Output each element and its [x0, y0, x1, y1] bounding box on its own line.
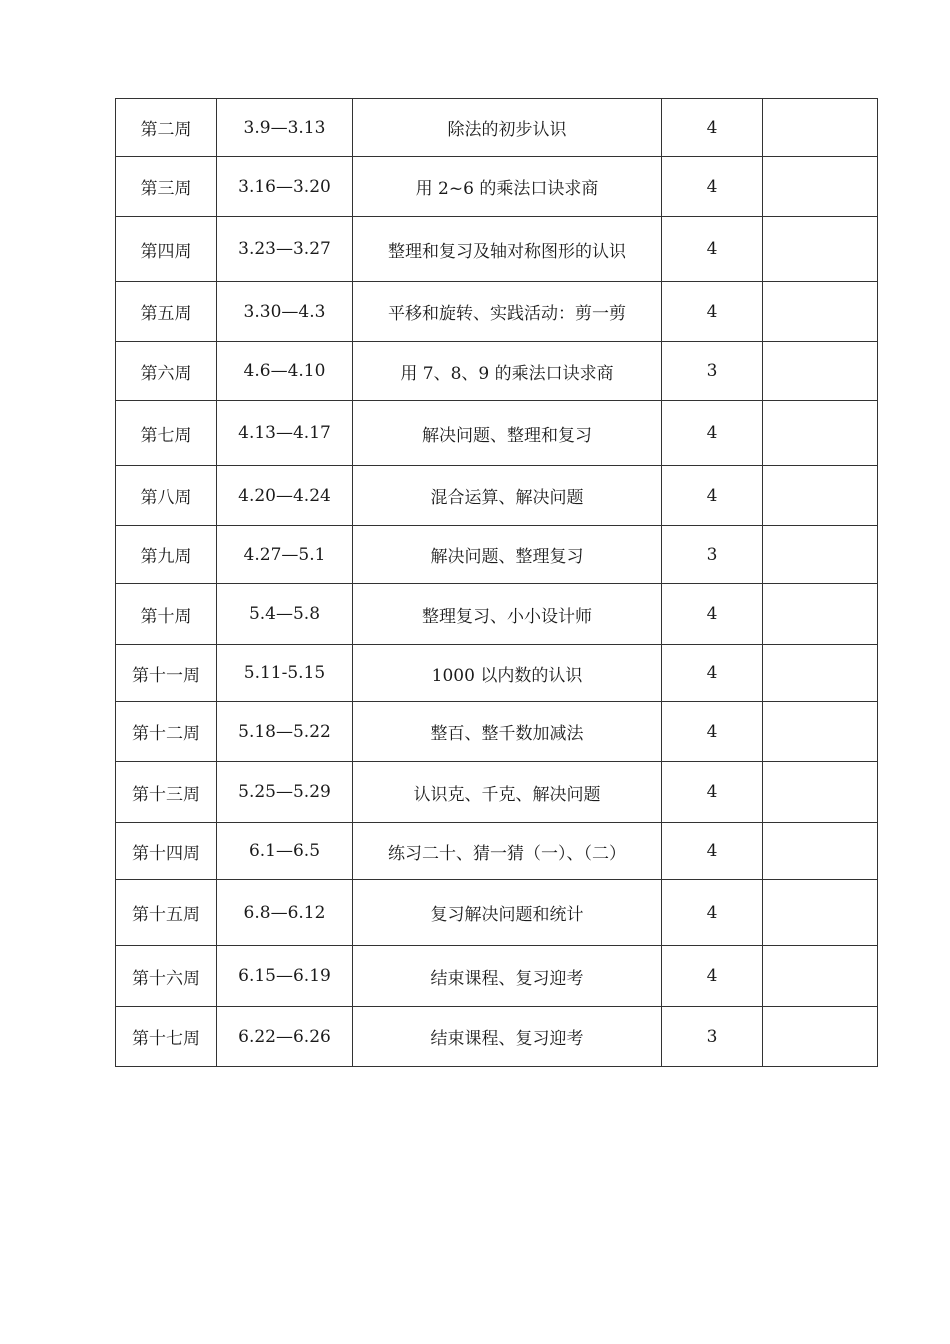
hours-cell: 4 — [662, 217, 763, 282]
topic-cell: 除法的初步认识 — [353, 99, 662, 157]
note-cell — [763, 1007, 878, 1067]
hours-cell: 3 — [662, 342, 763, 401]
hours-cell: 4 — [662, 645, 763, 702]
week-cell: 第五周 — [116, 282, 217, 342]
table-row — [116, 702, 878, 762]
table-row — [116, 99, 878, 157]
note-cell — [763, 99, 878, 157]
hours-cell: 4 — [662, 702, 763, 762]
note-cell — [763, 823, 878, 880]
date-range-cell: 5.25—5.29 — [217, 762, 353, 823]
hours-cell: 4 — [662, 762, 763, 823]
date-range-cell: 3.9—3.13 — [217, 99, 353, 157]
note-cell — [763, 157, 878, 217]
date-range-cell: 5.4—5.8 — [217, 584, 353, 645]
table-row — [116, 526, 878, 584]
topic-cell: 用 2~6 的乘法口诀求商 — [353, 157, 662, 217]
date-range-cell: 6.15—6.19 — [217, 946, 353, 1007]
note-cell — [763, 282, 878, 342]
date-range-cell: 6.8—6.12 — [217, 880, 353, 946]
topic-cell: 1000 以内数的认识 — [353, 645, 662, 702]
teaching-schedule-table — [115, 98, 878, 1067]
table-row — [116, 823, 878, 880]
hours-cell: 4 — [662, 99, 763, 157]
week-cell: 第七周 — [116, 401, 217, 466]
table-row — [116, 401, 878, 466]
note-cell — [763, 401, 878, 466]
week-cell: 第三周 — [116, 157, 217, 217]
date-range-cell: 4.20—4.24 — [217, 466, 353, 526]
week-cell: 第六周 — [116, 342, 217, 401]
date-range-cell: 6.1—6.5 — [217, 823, 353, 880]
note-cell — [763, 762, 878, 823]
topic-cell: 解决问题、整理和复习 — [353, 401, 662, 466]
week-cell: 第十三周 — [116, 762, 217, 823]
note-cell — [763, 584, 878, 645]
note-cell — [763, 645, 878, 702]
date-range-cell: 5.18—5.22 — [217, 702, 353, 762]
date-range-cell: 3.23—3.27 — [217, 217, 353, 282]
table-row — [116, 1007, 878, 1067]
topic-cell: 结束课程、复习迎考 — [353, 946, 662, 1007]
table-row — [116, 645, 878, 702]
note-cell — [763, 880, 878, 946]
hours-cell: 4 — [662, 880, 763, 946]
week-cell: 第十七周 — [116, 1007, 217, 1067]
table-row — [116, 282, 878, 342]
hours-cell: 3 — [662, 526, 763, 584]
topic-cell: 整百、整千数加减法 — [353, 702, 662, 762]
topic-cell: 结束课程、复习迎考 — [353, 1007, 662, 1067]
hours-cell: 4 — [662, 584, 763, 645]
hours-cell: 4 — [662, 157, 763, 217]
table-row — [116, 762, 878, 823]
date-range-cell: 6.22—6.26 — [217, 1007, 353, 1067]
topic-cell: 平移和旋转、实践活动：剪一剪 — [353, 282, 662, 342]
date-range-cell: 3.16—3.20 — [217, 157, 353, 217]
note-cell — [763, 466, 878, 526]
topic-cell: 解决问题、整理复习 — [353, 526, 662, 584]
topic-cell: 练习二十、猜一猜（一）、（二） — [353, 823, 662, 880]
week-cell: 第八周 — [116, 466, 217, 526]
hours-cell: 4 — [662, 401, 763, 466]
note-cell — [763, 526, 878, 584]
table-row — [116, 466, 878, 526]
week-cell: 第十六周 — [116, 946, 217, 1007]
week-cell: 第四周 — [116, 217, 217, 282]
week-cell: 第十一周 — [116, 645, 217, 702]
topic-cell: 认识克、千克、解决问题 — [353, 762, 662, 823]
date-range-cell: 4.13—4.17 — [217, 401, 353, 466]
topic-cell: 整理复习、小小设计师 — [353, 584, 662, 645]
week-cell: 第二周 — [116, 99, 217, 157]
week-cell: 第十二周 — [116, 702, 217, 762]
topic-cell: 用 7、8、9 的乘法口诀求商 — [353, 342, 662, 401]
note-cell — [763, 217, 878, 282]
week-cell: 第十周 — [116, 584, 217, 645]
table-row — [116, 880, 878, 946]
topic-cell: 复习解决问题和统计 — [353, 880, 662, 946]
table-row — [116, 157, 878, 217]
hours-cell: 4 — [662, 823, 763, 880]
hours-cell: 4 — [662, 466, 763, 526]
table-row — [116, 342, 878, 401]
date-range-cell: 4.6—4.10 — [217, 342, 353, 401]
topic-cell: 混合运算、解决问题 — [353, 466, 662, 526]
table-row — [116, 584, 878, 645]
note-cell — [763, 702, 878, 762]
schedule-body — [116, 99, 878, 1067]
hours-cell: 4 — [662, 946, 763, 1007]
table-row — [116, 217, 878, 282]
week-cell: 第九周 — [116, 526, 217, 584]
note-cell — [763, 342, 878, 401]
week-cell: 第十四周 — [116, 823, 217, 880]
date-range-cell: 4.27—5.1 — [217, 526, 353, 584]
date-range-cell: 3.30—4.3 — [217, 282, 353, 342]
hours-cell: 3 — [662, 1007, 763, 1067]
week-cell: 第十五周 — [116, 880, 217, 946]
note-cell — [763, 946, 878, 1007]
topic-cell: 整理和复习及轴对称图形的认识 — [353, 217, 662, 282]
hours-cell: 4 — [662, 282, 763, 342]
date-range-cell: 5.11-5.15 — [217, 645, 353, 702]
table-row — [116, 946, 878, 1007]
